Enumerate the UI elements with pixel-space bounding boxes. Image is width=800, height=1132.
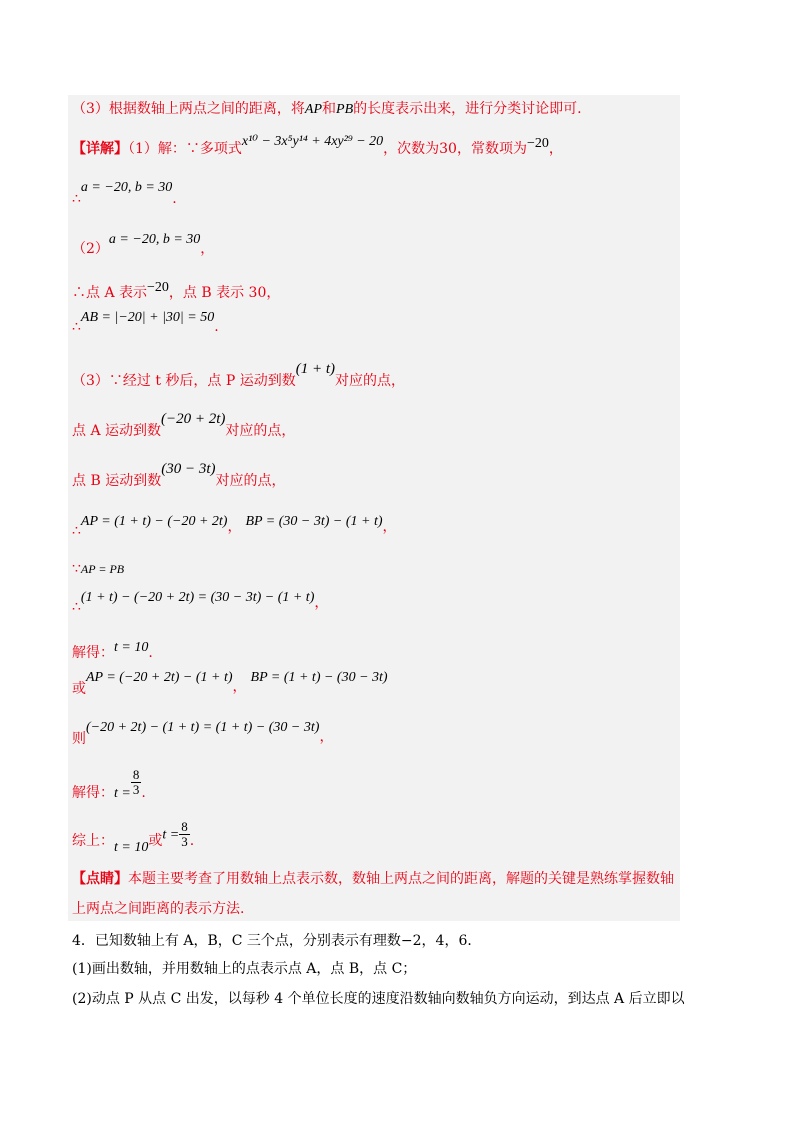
ab-values-line xyxy=(72,178,177,207)
part-3-text: （3）∵经过 t 秒后，点 P 运动到数 xyxy=(72,373,296,389)
then-label: 则 xyxy=(72,731,86,747)
period: . xyxy=(148,645,153,661)
math-t-10: t = 10 xyxy=(114,839,149,855)
math-constant: −20 xyxy=(526,136,549,151)
solution-background xyxy=(68,95,680,921)
fraction-8-3 xyxy=(179,820,190,849)
hint-text: （3）根据数轴上两点之间的距离，将 xyxy=(72,101,305,117)
comma: ， xyxy=(200,241,215,257)
or-label: 或 xyxy=(72,681,86,697)
detail-mid-text: ，次数为30，常数项为 xyxy=(383,141,527,157)
therefore-symbol: ∴ xyxy=(72,523,81,539)
period: . xyxy=(172,191,177,207)
because-symbol: ∵ xyxy=(72,561,81,577)
math-ap-equals-pb: AP = PB xyxy=(80,562,125,576)
summary-line xyxy=(72,819,195,855)
point-a-move-line xyxy=(72,410,296,439)
detail-tag: 【详解】 xyxy=(72,141,128,157)
comment-text-2: 上两点之间距离的表示方法. xyxy=(72,901,245,917)
solution-step-3-hint xyxy=(72,100,582,119)
fraction-denominator: 3 xyxy=(181,834,188,849)
ap-equals-pb-line xyxy=(72,560,124,578)
detail-line xyxy=(72,134,563,159)
part-2-line xyxy=(72,230,215,257)
solution-1-line xyxy=(72,638,153,661)
therefore-symbol: ∴ xyxy=(72,319,81,335)
math-bp-equation: BP = (30 − 3t) − (1 + t) xyxy=(245,514,383,529)
math-ap: AP xyxy=(304,102,323,117)
fraction-8-3 xyxy=(131,768,142,797)
equation-2-line xyxy=(72,718,334,747)
fraction-denominator: 3 xyxy=(132,782,140,797)
period: . xyxy=(141,784,146,801)
math-polynomial: x¹⁰ − 3x⁵y¹⁴ + 4xy²⁹ − 20 xyxy=(241,134,384,149)
ap-bp-line xyxy=(72,512,397,539)
math-t-equals: t = xyxy=(162,827,180,843)
math-t-10: t = 10 xyxy=(114,640,149,655)
math-expr-p: (1 + t) xyxy=(295,361,336,377)
comma: ， xyxy=(314,595,329,611)
question-4-text: 4．已知数轴上有 A，B，C 三个点，分别表示有理数−2，4，6． xyxy=(72,933,482,949)
hint-end-text: 的长度表示出来，进行分类讨论即可. xyxy=(353,101,582,117)
question-4-part-1-text: (1)画出数轴，并用数轴上的点表示点 A，点 B，点 C； xyxy=(72,961,417,977)
equation-1-line xyxy=(72,588,329,615)
summary-label: 综上： xyxy=(72,832,114,849)
question-4-part-2-text: (2)动点 P 从点 C 出发，以每秒 4 个单位长度的速度沿数轴向数轴负方向运动，到达点 A 后立即以 xyxy=(72,991,685,1007)
math-expr-b: (30 − 3t) xyxy=(161,461,216,477)
point-a-move-text: 点 A 运动到数 xyxy=(72,423,162,439)
math-bp-equation-2: BP = (1 + t) − (30 − 3t) xyxy=(250,670,388,685)
comment-text-1: 本题主要考查了用数轴上点表示数，数轴上两点之间的距离，解题的关键是熟练掌握数轴 xyxy=(128,871,674,887)
or-label: 或 xyxy=(148,832,163,849)
comma: ， xyxy=(382,519,397,535)
math-equation-2: (−20 + 2t) − (1 + t) = (1 + t) − (30 − 3t) xyxy=(86,720,320,735)
solve-label: 解得： xyxy=(72,645,114,661)
period: . xyxy=(214,319,219,335)
math-expr-a: (−20 + 2t) xyxy=(161,411,226,427)
part-3-line xyxy=(72,360,406,389)
solve-label: 解得： xyxy=(72,784,114,801)
math-minus-20: −20 xyxy=(147,280,169,295)
comma: ， xyxy=(232,679,247,695)
math-ap-equation-2: AP = (−20 + 2t) − (1 + t) xyxy=(86,670,233,685)
math-ab-distance: AB = |−20| + |30| = 50 xyxy=(80,310,215,325)
part-2-label: （2） xyxy=(72,241,109,257)
part-3-end-text: 对应的点， xyxy=(335,373,406,389)
and-text: 和 xyxy=(322,101,337,117)
question-4-title xyxy=(72,932,481,950)
math-t-equals: t = xyxy=(114,785,131,801)
comment-line-1 xyxy=(72,870,674,888)
comma: ， xyxy=(548,141,563,157)
math-ab-values-2: a = −20, b = 30 xyxy=(108,232,201,247)
math-pb: PB xyxy=(336,102,354,117)
therefore-symbol: ∴ xyxy=(72,599,81,615)
point-b-move-text: 点 B 运动到数 xyxy=(72,473,162,489)
corresponding-point-text: 对应的点， xyxy=(225,423,296,439)
comma: ， xyxy=(319,729,334,745)
point-b-move-line xyxy=(72,460,286,489)
or-line xyxy=(72,668,388,697)
detail-text: （1）解：∵多项式 xyxy=(128,141,242,157)
therefore-symbol: ∴ xyxy=(72,191,81,207)
ab-distance-line xyxy=(72,308,219,335)
corresponding-point-text: 对应的点， xyxy=(215,473,286,489)
fraction-numerator: 8 xyxy=(132,767,140,782)
comment-tag: 【点睛】 xyxy=(72,871,128,887)
period: . xyxy=(189,832,195,849)
comma: ， xyxy=(227,519,242,535)
comment-line-2 xyxy=(72,900,244,918)
math-ab-values: a = −20, b = 30 xyxy=(80,180,173,195)
question-4-part-1 xyxy=(72,960,416,978)
point-ab-line xyxy=(72,278,281,301)
fraction-numerator: 8 xyxy=(181,819,188,834)
point-a-text: ∴点 A 表示 xyxy=(72,285,148,301)
question-4-part-2 xyxy=(72,990,685,1008)
solution-2-line xyxy=(72,767,146,801)
math-ap-equation: AP = (1 + t) − (−20 + 2t) xyxy=(80,514,228,529)
point-b-text: ，点 B 表示 30， xyxy=(168,285,281,301)
math-equation-1: (1 + t) − (−20 + 2t) = (30 − 3t) − (1 + t) xyxy=(80,590,315,605)
